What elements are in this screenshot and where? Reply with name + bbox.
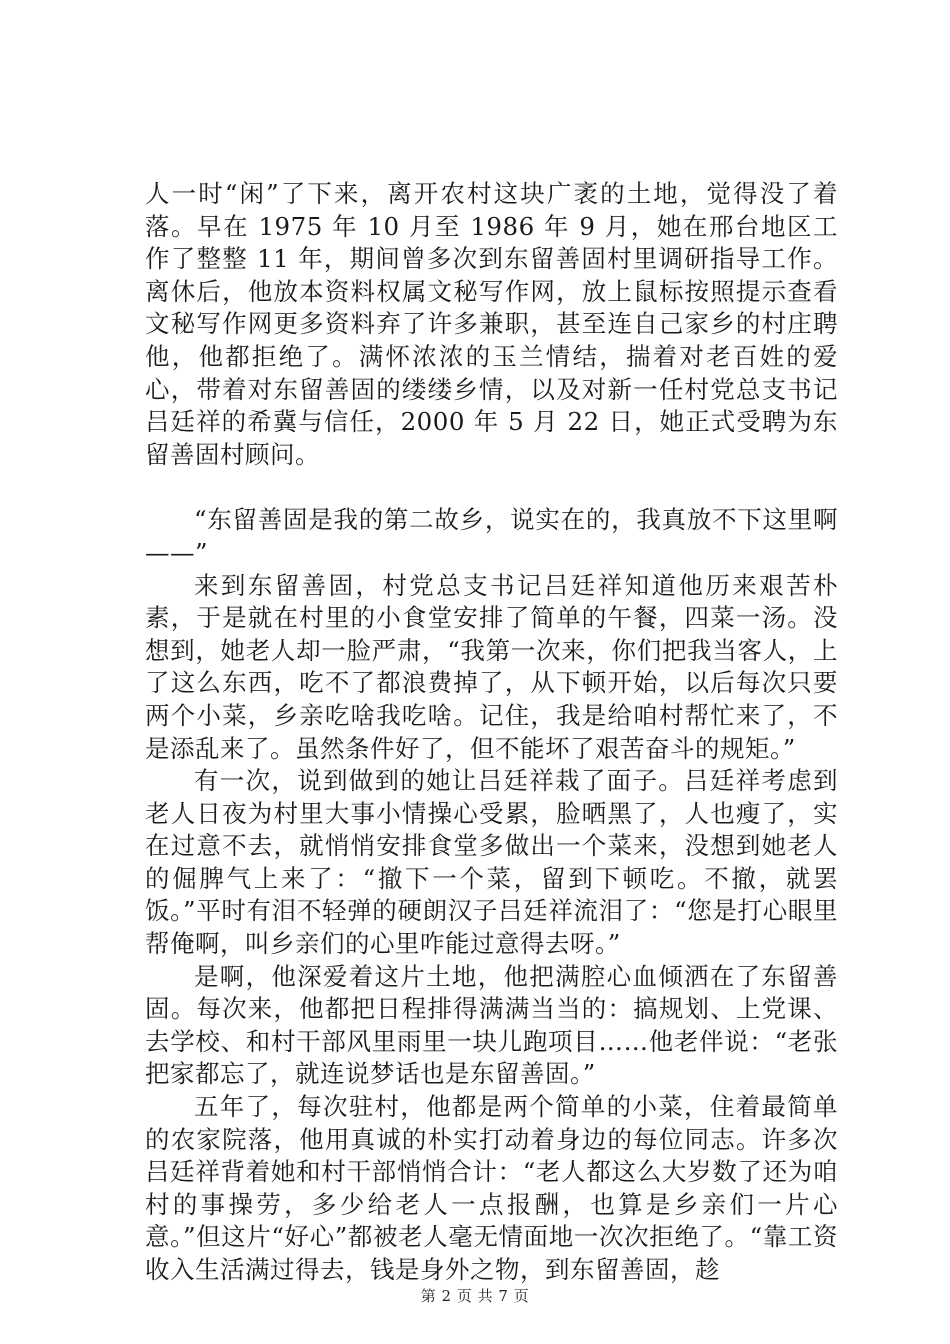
- paragraph: 人一时“闲”了下来，离开农村这块广袤的土地，觉得没了着落。早在 1975 年 10 月至 1986 年 9 月，她在邢台地区工作了整整 11 年，期间曾多次到东留善固村里调研指导工作。离休后，他放本资料权属文秘写作网，放上鼠标按照提示查看文秘写作网更多资料弃了许多兼职，甚至连自己家乡的村庄聘他，他都拒绝了。满怀浓浓的玉兰情结，揣着对老百姓的爱心，带着对东留善固的缕缕乡情，以及对新一任村党总支书记吕廷祥的希冀与信任，2000 年 5 月 22 日，她正式受聘为东留善固村顾问。: [145, 179, 838, 469]
- body-text: [145, 178, 838, 1287]
- paragraph: 是啊，他深爱着这片土地，他把满腔心血倾洒在了东留善固。每次来，他都把日程排得满满当当的：搞规划、上党课、去学校、和村干部风里雨里一块儿跑项目……他老伴说：“老张把家都忘了，就连说梦话也是东留善固。”: [145, 961, 838, 1089]
- page-number-label: 第 2 页 共 7 页: [420, 1287, 530, 1305]
- paragraph: “东留善固是我的第二故乡，说实在的，我真放不下这里啊——”: [145, 505, 838, 567]
- paragraph: 有一次，说到做到的她让吕廷祥栽了面子。吕廷祥考虑到老人日夜为村里大事小情操心受累，脸晒黑了，人也瘦了，实在过意不去，就悄悄安排食堂多做出一个菜来，没想到她老人的倔脾气上来了：“撤下一个菜，留到下顿吃。不撤，就罢饭。”平时有泪不轻弹的硬朗汉子吕廷祥流泪了：“您是打心眼里帮俺啊，叫乡亲们的心里咋能过意得去呀。”: [145, 766, 838, 959]
- paragraph: 五年了，每次驻村，他都是两个简单的小菜，住着最简单的农家院落，他用真诚的朴实打动着身边的每位同志。许多次吕廷祥背着她和村干部悄悄合计：“老人都这么大岁数了还为咱村的事操劳，多少给老人一点报酬，也算是乡亲们一片心意。”但这片“好心”都被老人毫无情面地一次次拒绝了。“靠工资收入生活满过得去，钱是身外之物，到东留善固，趁: [145, 1092, 838, 1284]
- page-footer: [0, 1285, 950, 1306]
- paragraph: 来到东留善固，村党总支书记吕廷祥知道他历来艰苦朴素，于是就在村里的小食堂安排了简单的午餐，四菜一汤。没想到，她老人却一脸严肃，“我第一次来，你们把我当客人，上了这么东西，吃不了都浪费掉了，从下顿开始，以后每次只要两个小菜，乡亲吃啥我吃啥。记住，我是给咱村帮忙来了，不是添乱来了。虽然条件好了，但不能坏了艰苦奋斗的规矩。”: [145, 570, 838, 763]
